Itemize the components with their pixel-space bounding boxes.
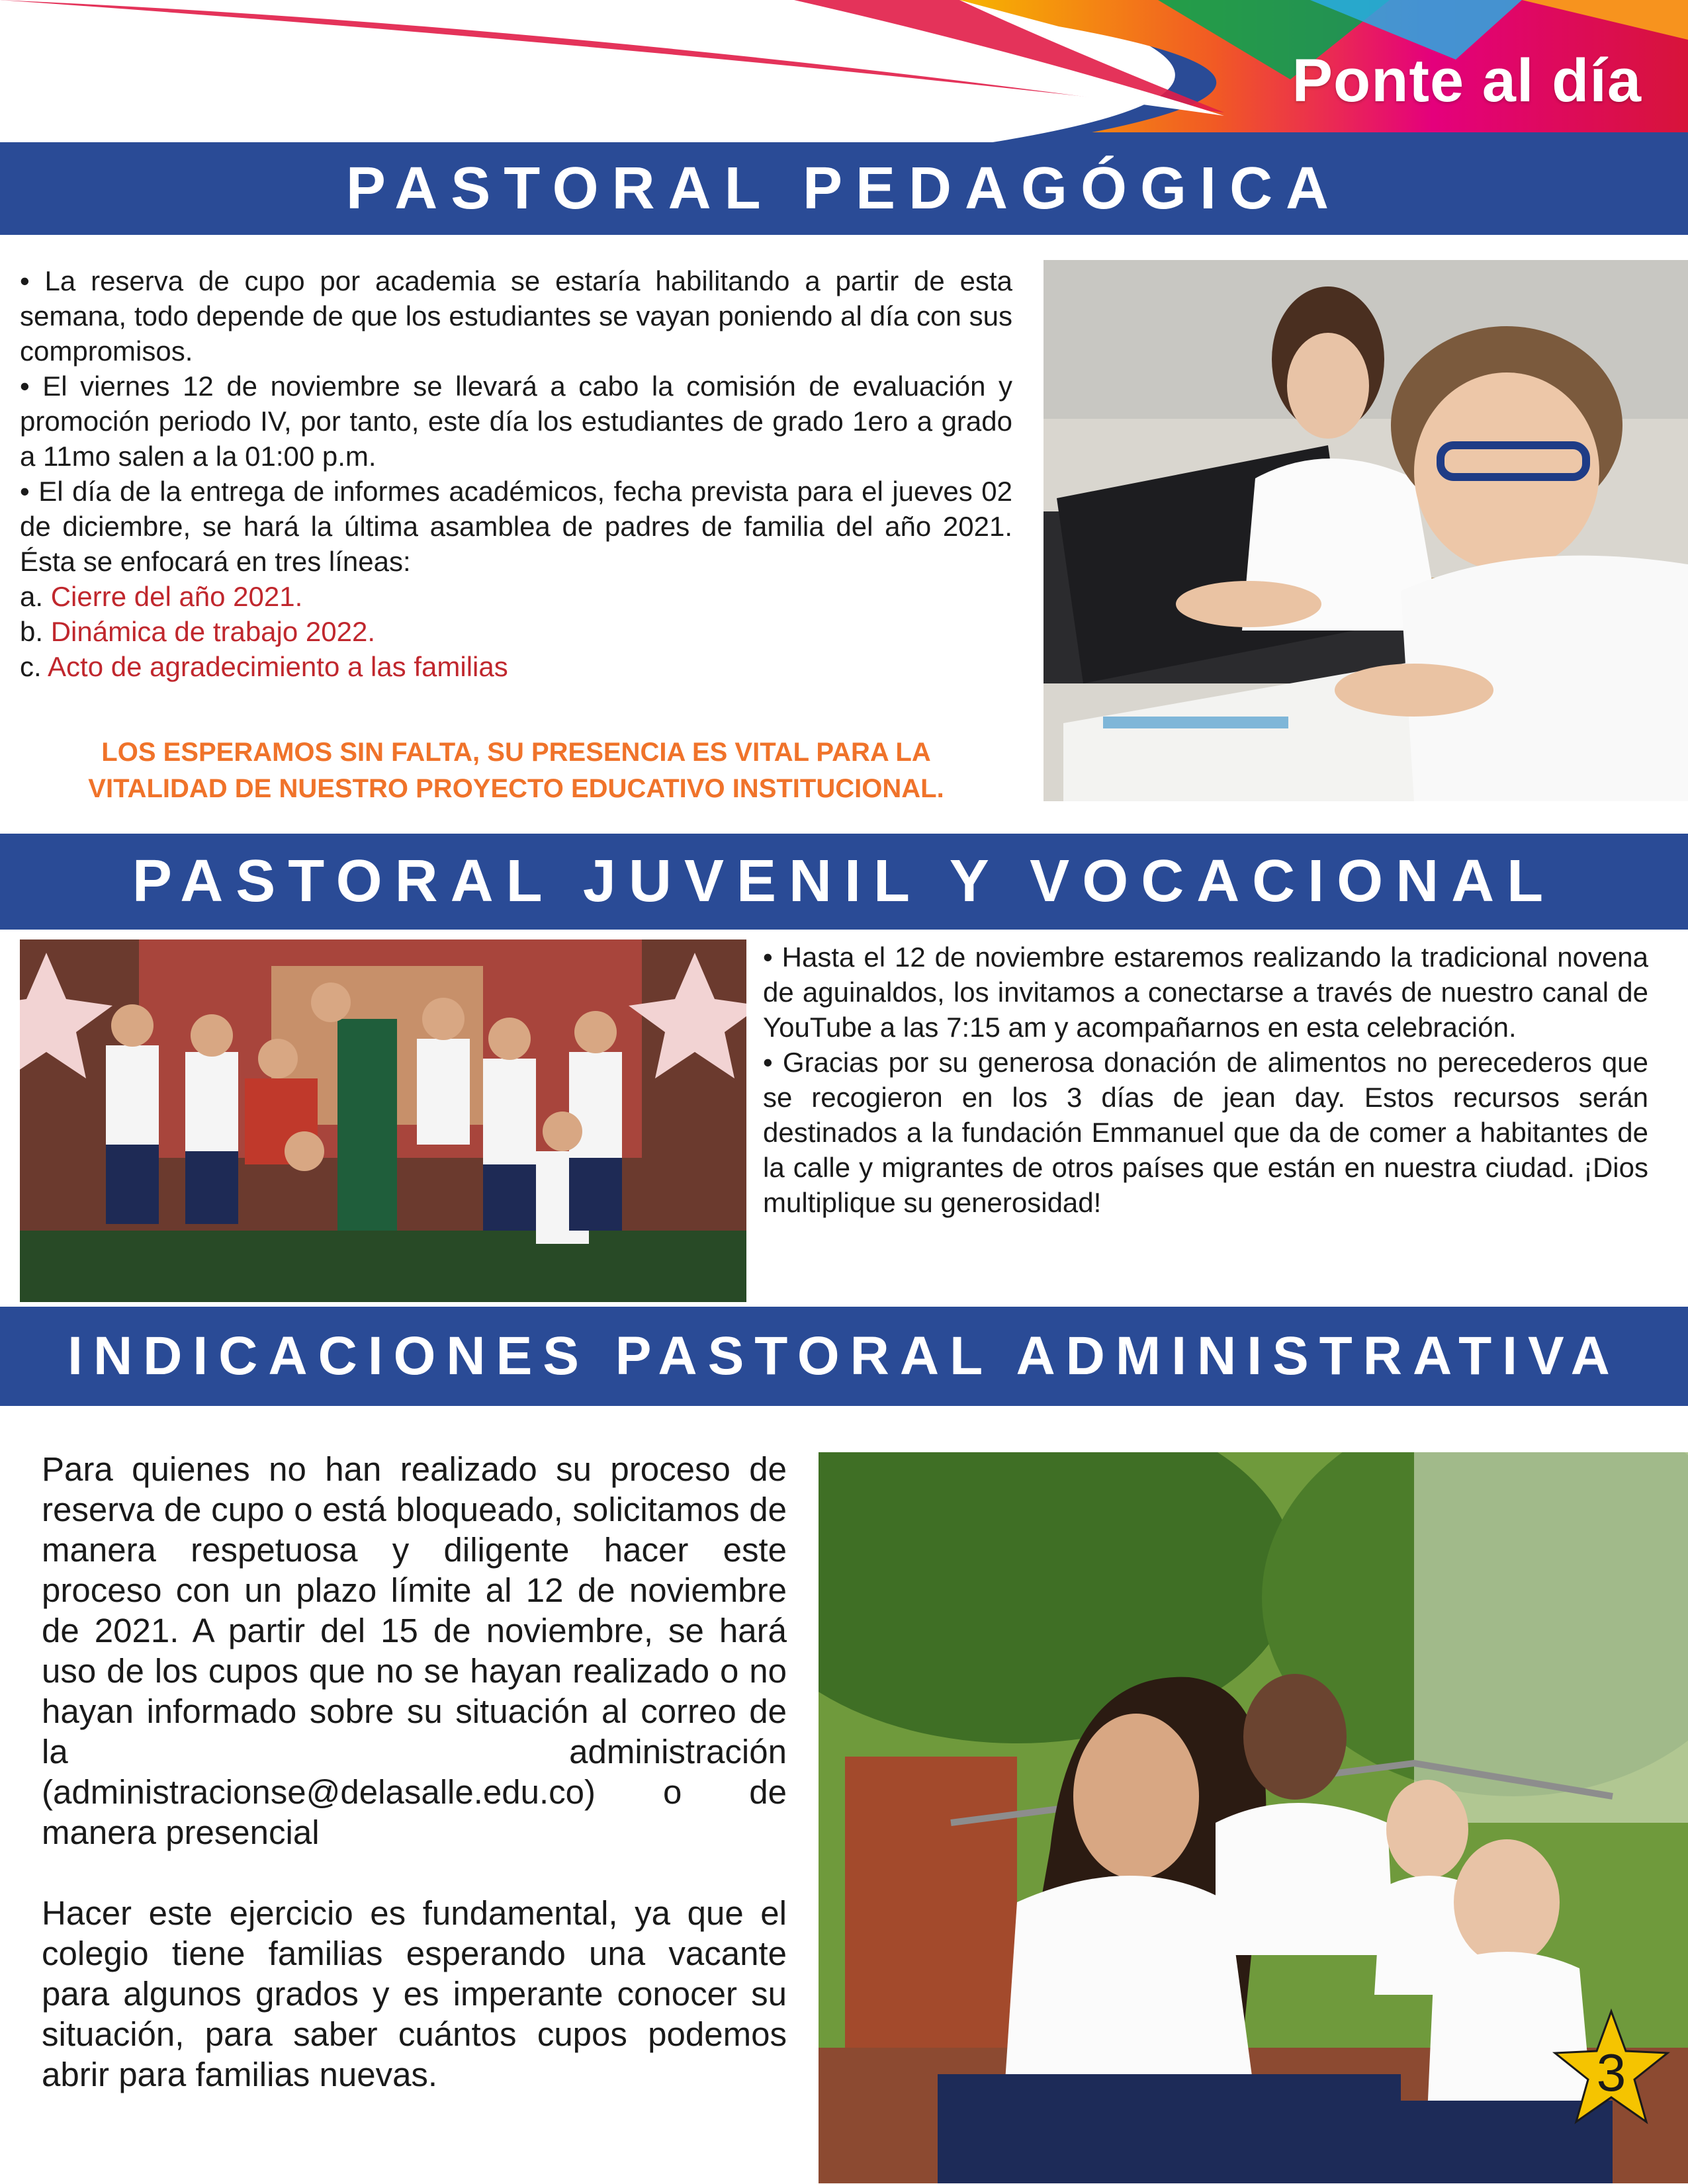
admin-paragraph: Hacer este ejercicio es fundamental, ya que el colegio tiene familias esperando una vacante para algunos grados y es imperante conocer su situación, para saber cuántos cupos podemos abrir para familias nuevas. — [42, 1894, 787, 2093]
page-label: Ponte al día — [1292, 47, 1642, 114]
list-item — [20, 649, 1012, 684]
section-title-pastoral-pedagogica: PASTORAL PEDAGÓGICA — [0, 142, 1688, 235]
students-laptop-photo — [1044, 260, 1688, 801]
list-text: Acto de agradecimiento a las familias — [48, 651, 508, 682]
closing-line: VITALIDAD DE NUESTRO PROYECTO EDUCATIVO INSTITUCIONAL. — [88, 774, 944, 803]
list-item — [20, 614, 1012, 649]
bullet-paragraph: • La reserva de cupo por academia se estaría habilitando a partir de esta semana, todo depende de que los estudiantes se vayan poniendo al día con sus compromisos. — [20, 265, 1012, 367]
page-number-star — [1552, 2008, 1671, 2127]
admin-paragraph: Para quienes no han realizado su proceso de reserva de cupo o está bloqueado, solicitamos de manera respetuosa y diligente hacer este proceso con un plazo límite al 12 de noviembre de 2021. A partir del 15 de noviembre, se hará uso de los cupos que no se hayan realizado o no hayan informado sobre su situación al correo de la administración (administracionse@delasalle.edu.co) o de manera presencial — [42, 1450, 787, 1851]
closing-callout — [20, 734, 1012, 807]
list-prefix: b. — [20, 616, 51, 647]
section3-text — [42, 1449, 787, 2095]
page-number: 3 — [1596, 2043, 1626, 2102]
bullet-paragraph: • El día de la entrega de informes académicos, fecha prevista para el jueves 02 de diciembre, se hará la última asamblea de padres de familia del año 2021. Ésta se enfocará en tres líneas: — [20, 476, 1012, 577]
list-text: Dinámica de trabajo 2022. — [50, 616, 376, 647]
section1-text — [20, 263, 1012, 684]
bullet-paragraph: • Hasta el 12 de noviembre estaremos realizando la tradicional novena de aguinaldos, los invitamos a conectarse a través de nuestro canal de YouTube a las 7:15 am y acompañarnos en esta celebración. — [763, 941, 1648, 1043]
bullet-paragraph: • Gracias por su generosa donación de alimentos no perecederos que se recogieron en los 3 días de jean day. Estos recursos serán destinados a la fundación Emmanuel que da de comer a habitantes de la calle y migrantes de otros países que están en nuestra ciudad. ¡Dios multiplique su generosidad! — [763, 1047, 1648, 1218]
list-prefix: a. — [20, 581, 51, 612]
closing-line: LOS ESPERAMOS SIN FALTA, SU PRESENCIA ES VITAL PARA LA — [101, 738, 931, 767]
section-title-pastoral-juvenil: PASTORAL JUVENIL Y VOCACIONAL — [0, 834, 1688, 930]
list-text: Cierre del año 2021. — [50, 581, 303, 612]
bullet-paragraph: • El viernes 12 de noviembre se llevará a cabo la comisión de evaluación y promoción periodo IV, por tanto, este día los estudiantes de grado 1ero a grado a 11mo salen a la 01:00 p.m. — [20, 371, 1012, 472]
section-title-pastoral-administrativa: INDICACIONES PASTORAL ADMINISTRATIVA — [0, 1307, 1688, 1406]
christmas-novena-photo — [20, 939, 746, 1302]
list-prefix: c. — [20, 651, 48, 682]
section2-text — [763, 939, 1648, 1220]
list-item — [20, 579, 1012, 614]
